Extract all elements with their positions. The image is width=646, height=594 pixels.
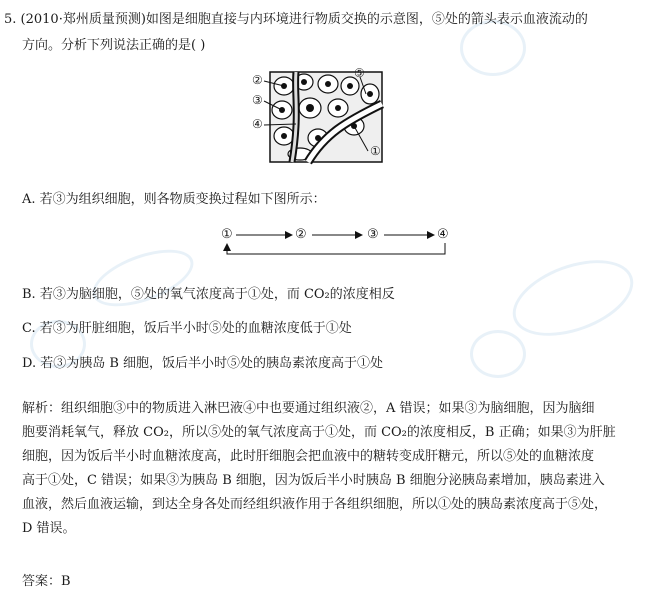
question-stem-line-1: 5. (2010·郑州质量预测)如图是细胞直接与内环境进行物质交换的示意图，⑤处的箭头表示血液流动的 (4, 12, 588, 27)
solution-line-5: 血液，然后血液运输，到达全身各处而经组织液作用于各组织细胞，所以①处的胰岛素浓度高于⑤处， (22, 497, 608, 512)
answer: 答案：B (22, 574, 71, 589)
option-c: C. 若③为肝脏细胞，饭后半小时⑤处的血糖浓度低于①处 (22, 321, 352, 336)
solution-line-4: 高于①处，C 错误；如果③为胰岛 B 细胞，因为饭后半小时胰岛 B 细胞分泌胰岛素增加，胰岛素进入 (22, 473, 605, 488)
flow-node-3: ③ (367, 227, 379, 242)
flow-arrows (216, 224, 460, 258)
flow-node-2: ② (295, 227, 307, 242)
question-stem-line-2: 方向。分析下列说法正确的是( ) (22, 38, 206, 53)
solution-line-1: 解析：组织细胞③中的物质进入淋巴液④中也要通过组织液②，A 错误；如果③为脑细胞，因为脑细 (22, 401, 595, 416)
flow-diagram (216, 224, 460, 258)
cell-diagram-drawing (250, 64, 388, 172)
solution-explanation (22, 397, 640, 541)
cell-exchange-diagram (250, 64, 388, 172)
option-d: D. 若③为胰岛 B 细胞，饭后半小时⑤处的胰岛素浓度高于①处 (22, 356, 384, 371)
watermark-logo (85, 238, 200, 317)
solution-line-2: 胞要消耗氧气，释放 CO₂，所以⑤处的氧气浓度高于①处，而 CO₂的浓度相反，B 正确；如果③为肝脏 (22, 425, 616, 440)
label-4: ④ (252, 117, 263, 131)
flow-node-4: ④ (437, 227, 449, 242)
solution-line-6: D 错误。 (22, 521, 76, 536)
label-2: ② (252, 73, 263, 87)
watermark-logo (470, 330, 526, 378)
watermark-logo (460, 20, 526, 76)
option-a: A. 若③为组织细胞，则各物质变换过程如下图所示： (22, 192, 326, 207)
label-5: ⑤ (354, 66, 365, 80)
solution-line-3: 细胞，因为饭后半小时血糖浓度高，此时肝细胞会把血液中的糖转变成肝糖元，所以⑤处的血糖浓度 (22, 449, 595, 464)
label-1: ① (370, 144, 381, 158)
flow-node-1: ① (221, 227, 233, 242)
label-3: ③ (252, 93, 263, 107)
option-b: B. 若③为脑细胞，⑤处的氧气浓度高于①处，而 CO₂的浓度相反 (22, 287, 395, 302)
watermark-logo (503, 245, 644, 350)
